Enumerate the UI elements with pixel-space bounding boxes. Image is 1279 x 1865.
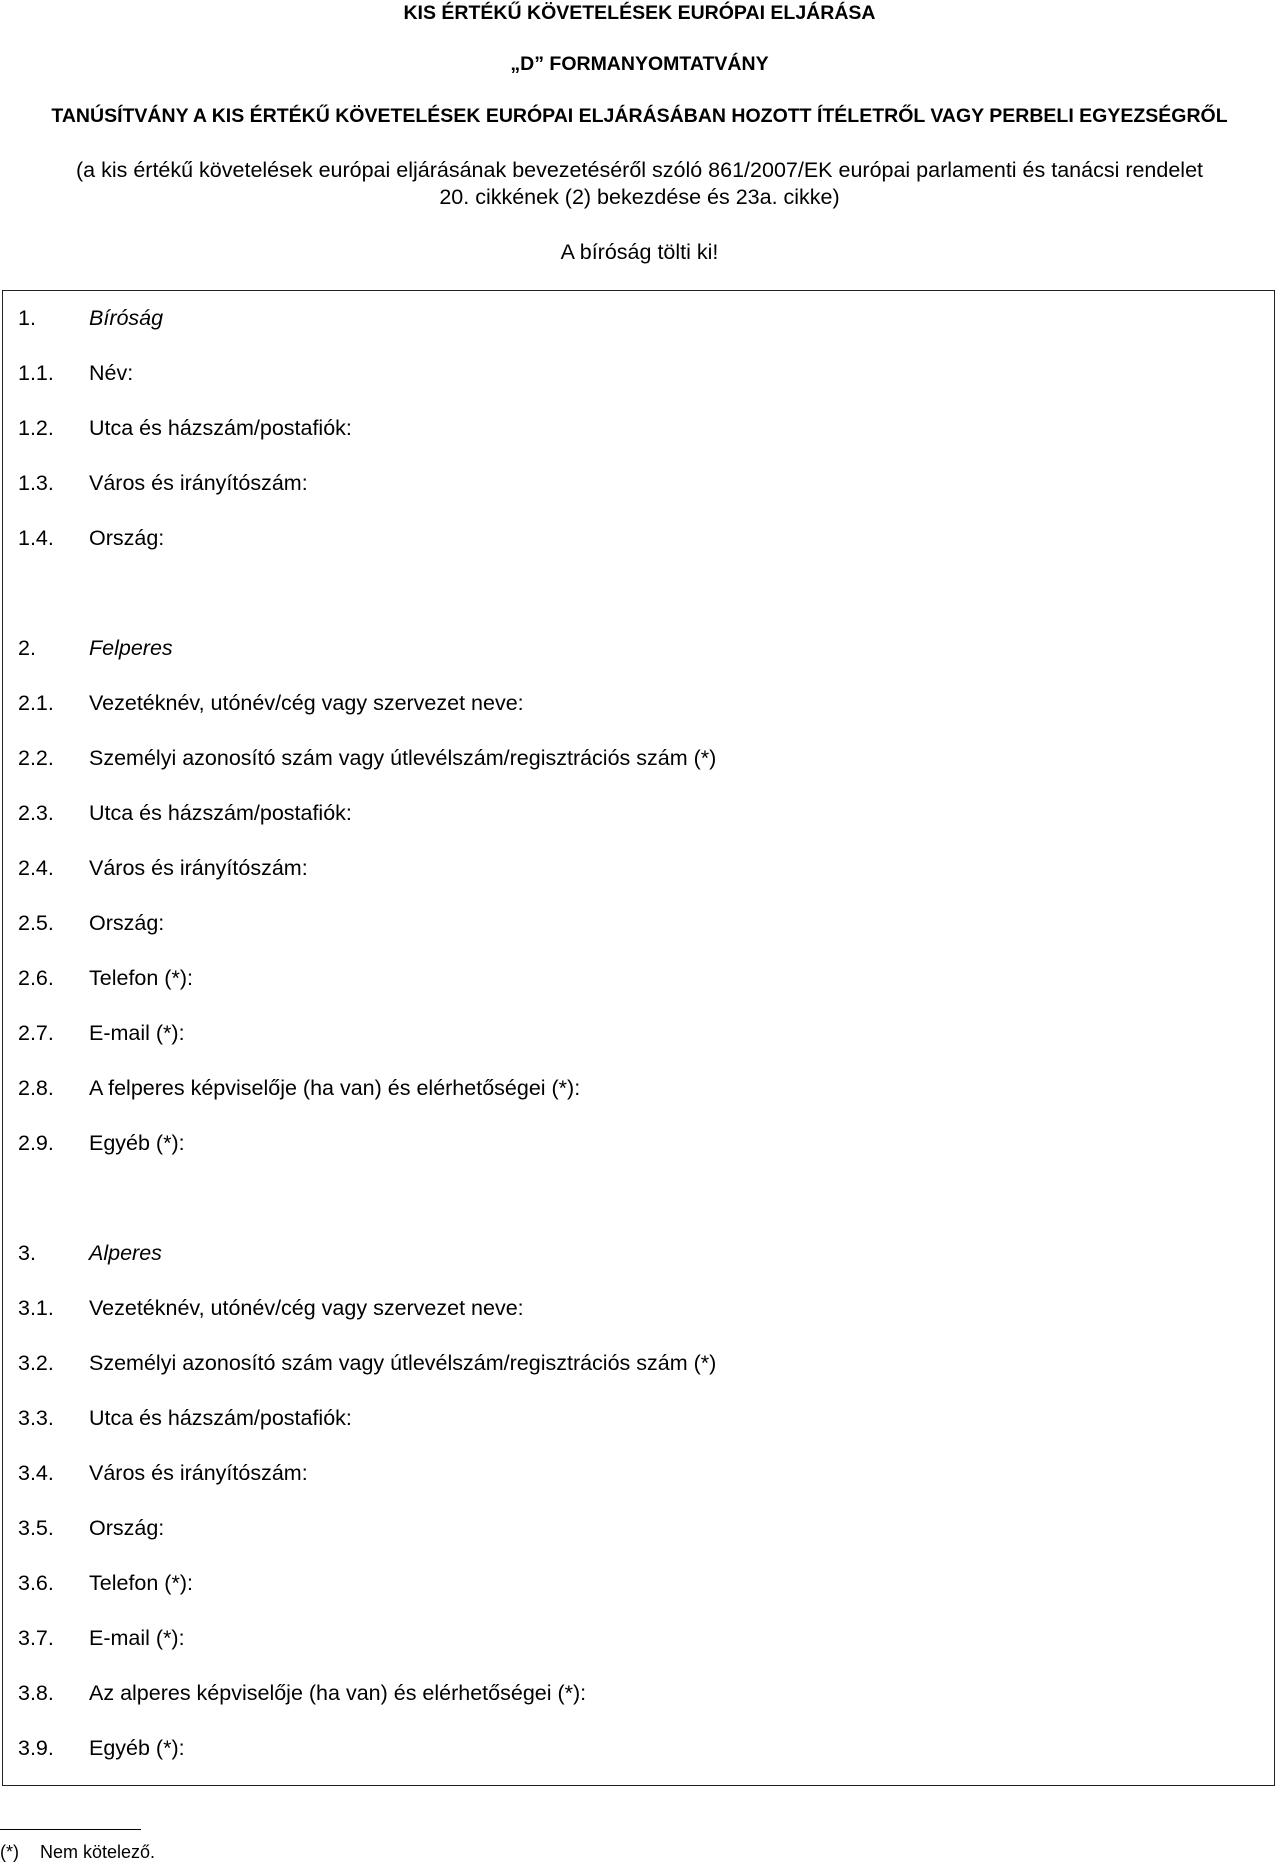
field-label: Város és irányítószám: xyxy=(89,1461,308,1485)
field-label: Utca és házszám/postafiók: xyxy=(89,801,352,825)
field-number: 2.1. xyxy=(18,691,54,715)
form-field xyxy=(3,1556,1274,1611)
form-field xyxy=(3,786,1274,841)
section-spacer xyxy=(3,566,1274,621)
field-label: Vezetéknév, utónév/cég vagy szervezet neve: xyxy=(89,1296,524,1320)
form-field xyxy=(3,676,1274,731)
field-label: Név: xyxy=(89,361,134,385)
form-field xyxy=(3,346,1274,401)
field-number: 2.9. xyxy=(18,1131,54,1155)
field-number: 2.4. xyxy=(18,856,54,880)
field-number: 1.4. xyxy=(18,526,54,550)
form-field xyxy=(3,511,1274,566)
field-number: 1.3. xyxy=(18,471,54,495)
field-label: E-mail (*): xyxy=(89,1021,185,1045)
field-label: Személyi azonosító szám vagy útlevélszám/regisztrációs szám (*) xyxy=(89,746,717,770)
field-number: 3.5. xyxy=(18,1516,54,1540)
form-heading: KIS ÉRTÉKŰ KÖVETELÉSEK EURÓPAI ELJÁRÁSA xyxy=(403,2,876,24)
footnote-divider xyxy=(0,1829,141,1830)
form-field xyxy=(3,1006,1274,1061)
field-number: 1.2. xyxy=(18,416,54,440)
form-field xyxy=(3,951,1274,1006)
instruction: A bíróság tölti ki! xyxy=(560,240,719,264)
field-number: 1. xyxy=(18,306,36,330)
field-number: 3.6. xyxy=(18,1571,54,1595)
form-box xyxy=(2,290,1275,1786)
legal-reference-line2: 20. cikkének (2) bekezdése és 23a. cikke) xyxy=(439,185,840,209)
field-label: Az alperes képviselője (ha van) és elérhetőségei (*): xyxy=(89,1681,587,1705)
form-name: „D” FORMANYOMTATVÁNY xyxy=(510,53,769,75)
form-field xyxy=(3,896,1274,951)
field-label: Vezetéknév, utónév/cég vagy szervezet neve: xyxy=(89,691,524,715)
field-label: Utca és házszám/postafiók: xyxy=(89,416,352,440)
field-number: 3. xyxy=(18,1241,36,1265)
form-field xyxy=(3,1391,1274,1446)
form-field xyxy=(3,1061,1274,1116)
field-label: Ország: xyxy=(89,911,165,935)
form-field xyxy=(3,1446,1274,1501)
legal-reference xyxy=(0,157,1279,211)
field-label: Egyéb (*): xyxy=(89,1736,185,1760)
footnote-mark: (*) xyxy=(0,1842,19,1862)
section-header xyxy=(3,621,1274,676)
form-field xyxy=(3,401,1274,456)
field-number: 3.8. xyxy=(18,1681,54,1705)
form-field xyxy=(3,456,1274,511)
field-label: E-mail (*): xyxy=(89,1626,185,1650)
field-number: 3.4. xyxy=(18,1461,54,1485)
field-label: Telefon (*): xyxy=(89,966,193,990)
field-label: Személyi azonosító szám vagy útlevélszám/regisztrációs szám (*) xyxy=(89,1351,717,1375)
field-label: A felperes képviselője (ha van) és elérhetőségei (*): xyxy=(89,1076,581,1100)
form-field xyxy=(3,1501,1274,1556)
field-label: Város és irányítószám: xyxy=(89,856,308,880)
field-number: 3.3. xyxy=(18,1406,54,1430)
legal-reference-line1: (a kis értékű követelések európai eljárásának bevezetéséről szóló 861/2007/EK európai parlamenti és tanácsi rendelet xyxy=(75,158,1204,182)
section-title: Bíróság xyxy=(89,306,164,330)
field-number: 2.8. xyxy=(18,1076,54,1100)
form-field xyxy=(3,1611,1274,1666)
field-label: Egyéb (*): xyxy=(89,1131,185,1155)
field-number: 2.3. xyxy=(18,801,54,825)
form-field xyxy=(3,1721,1274,1776)
form-field xyxy=(3,1336,1274,1391)
field-label: Város és irányítószám: xyxy=(89,471,308,495)
form-field xyxy=(3,841,1274,896)
field-number: 3.2. xyxy=(18,1351,54,1375)
field-number: 2.2. xyxy=(18,746,54,770)
field-label: Telefon (*): xyxy=(89,1571,193,1595)
form-field xyxy=(3,1281,1274,1336)
field-number: 2.7. xyxy=(18,1021,54,1045)
field-label: Ország: xyxy=(89,1516,165,1540)
section-header xyxy=(3,291,1274,346)
section-spacer xyxy=(3,1171,1274,1226)
field-number: 1.1. xyxy=(18,361,54,385)
field-number: 3.1. xyxy=(18,1296,54,1320)
field-label: Ország: xyxy=(89,526,165,550)
section-header xyxy=(3,1226,1274,1281)
form-subtitle: TANÚSÍTVÁNY A KIS ÉRTÉKŰ KÖVETELÉSEK EURÓPAI ELJÁRÁSÁBAN HOZOTT ÍTÉLETRŐL VAGY PERBELI EGYEZSÉGRŐL xyxy=(51,105,1228,127)
footnote-text: Nem kötelező. xyxy=(40,1842,156,1862)
section-title: Alperes xyxy=(89,1241,162,1265)
form-field xyxy=(3,731,1274,786)
field-number: 2.6. xyxy=(18,966,54,990)
footnote xyxy=(0,1842,155,1863)
field-number: 2.5. xyxy=(18,911,54,935)
form-field xyxy=(3,1116,1274,1171)
section-title: Felperes xyxy=(89,636,173,660)
field-number: 2. xyxy=(18,636,36,660)
field-number: 3.7. xyxy=(18,1626,54,1650)
field-label: Utca és házszám/postafiók: xyxy=(89,1406,352,1430)
form-field xyxy=(3,1666,1274,1721)
field-number: 3.9. xyxy=(18,1736,54,1760)
